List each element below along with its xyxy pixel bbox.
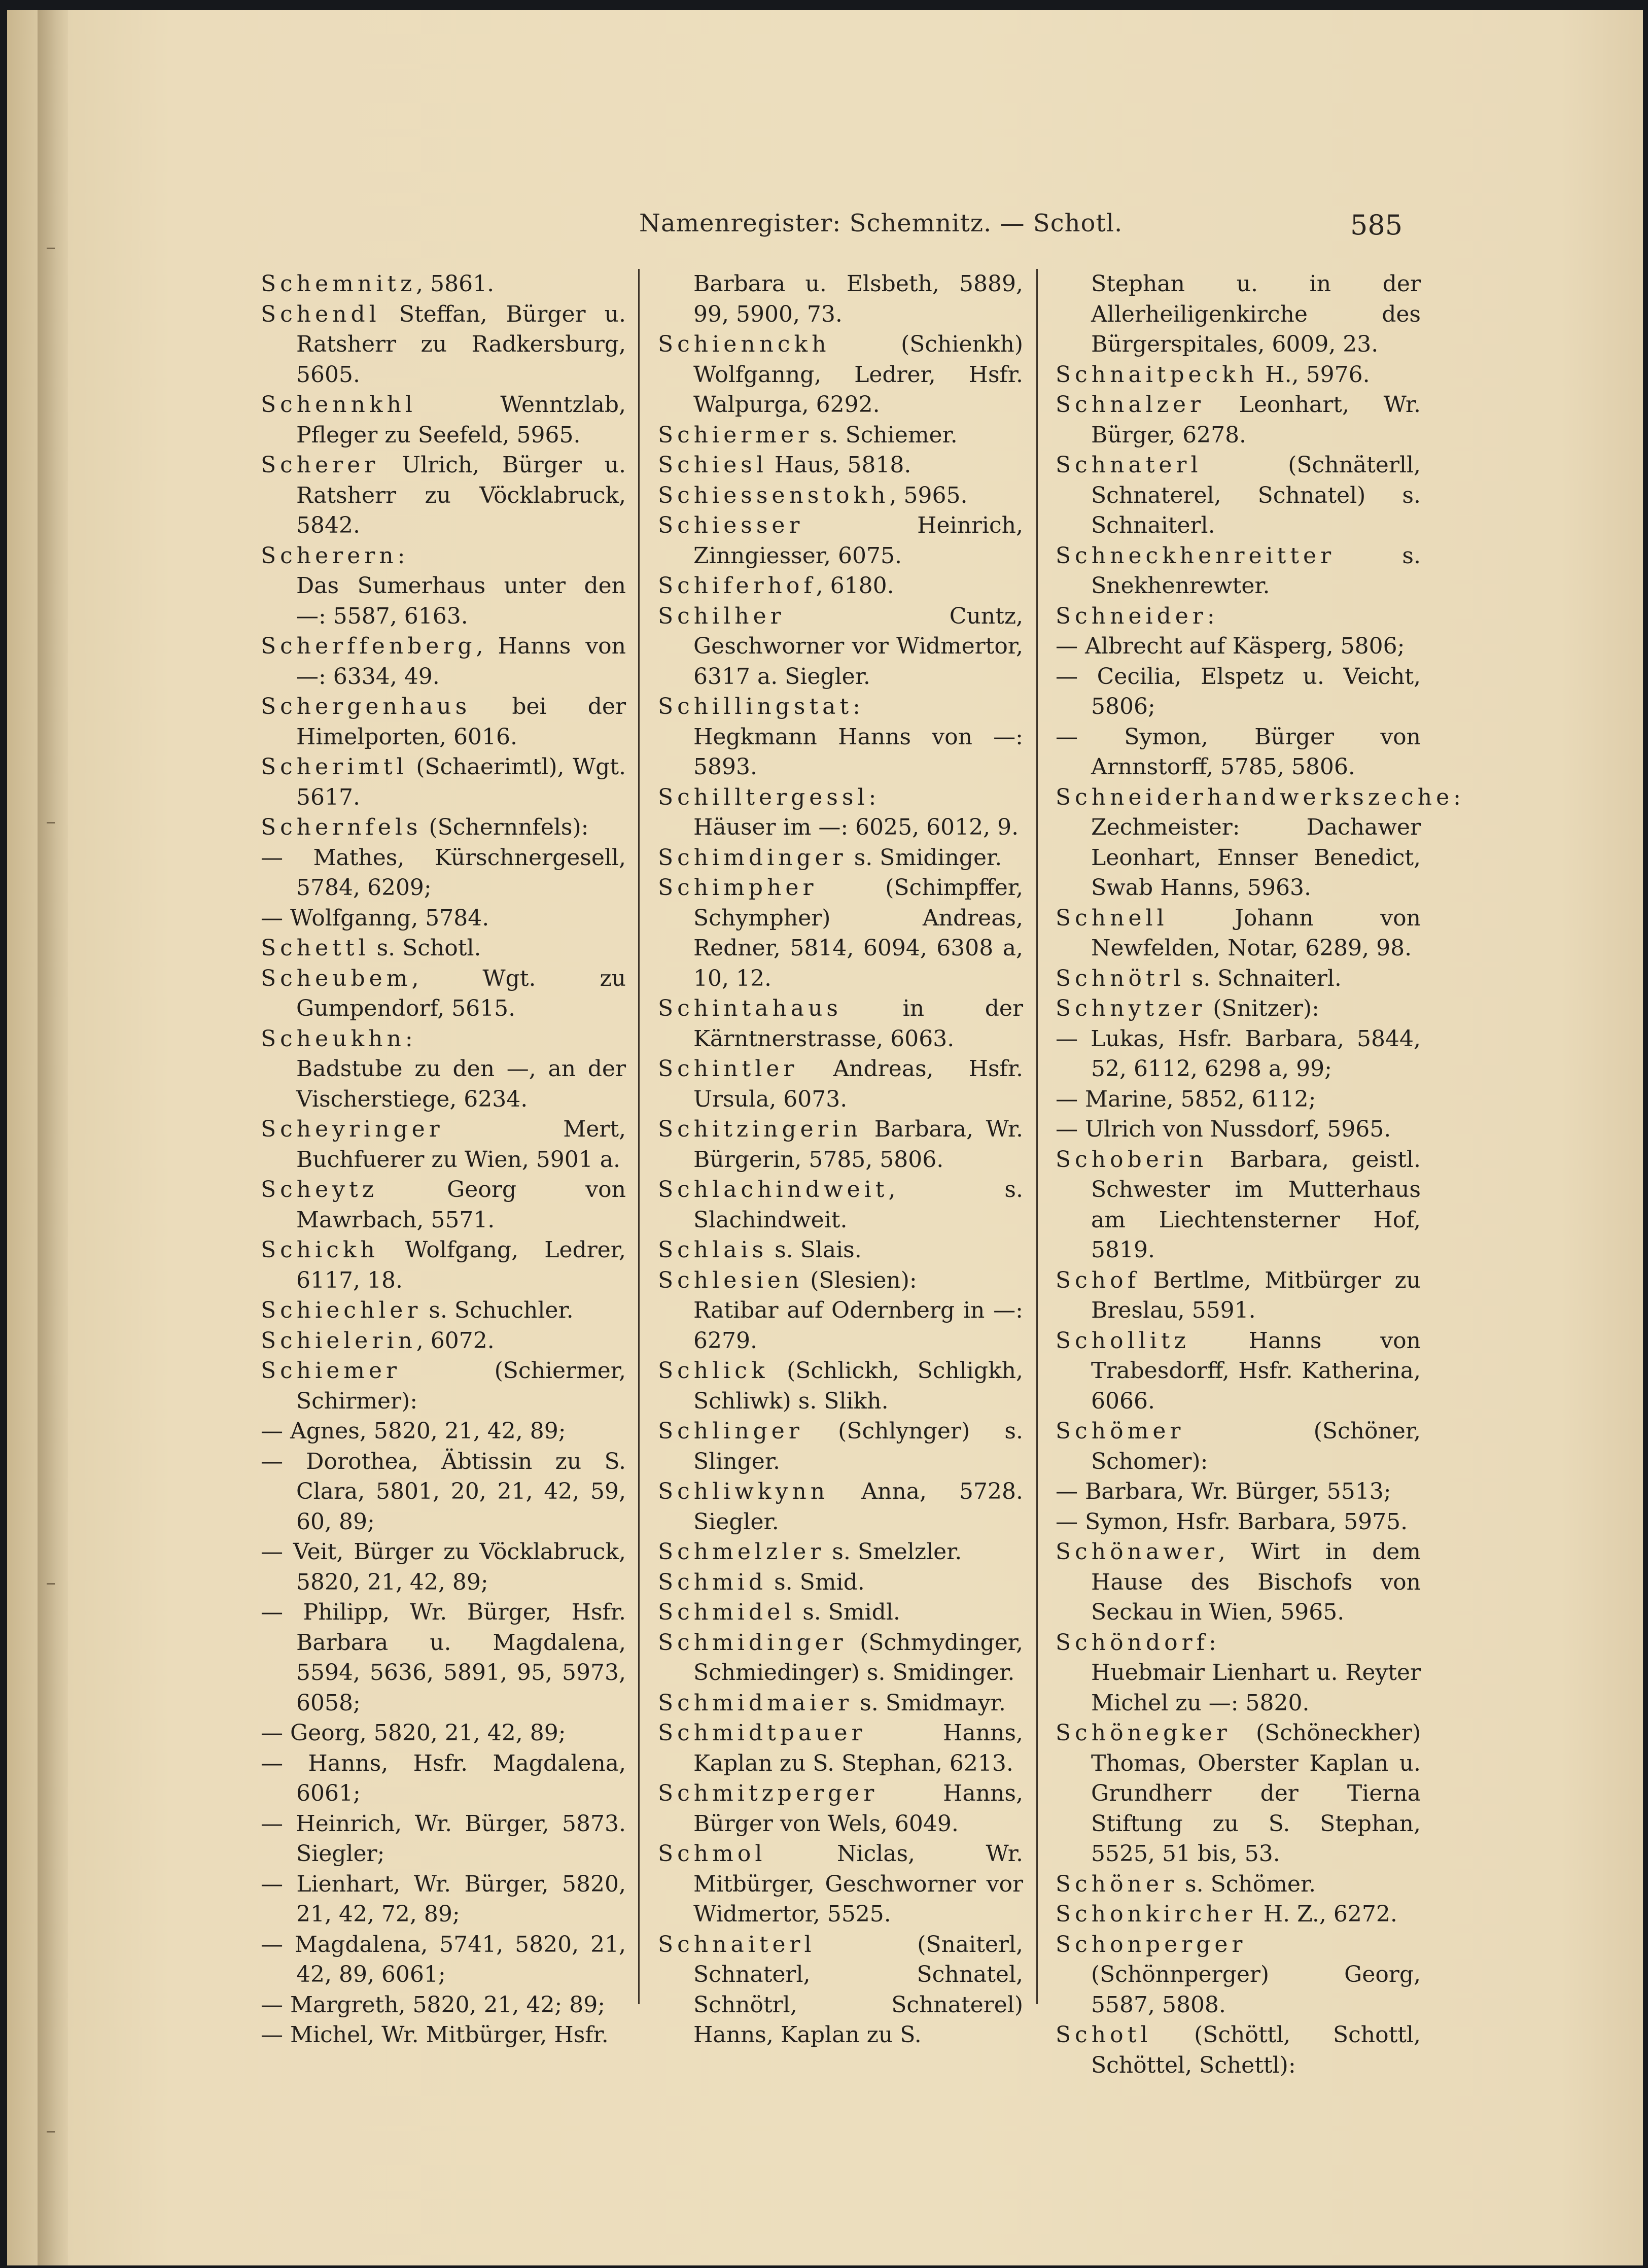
entry-text: s. Snekhenrewter. — [1091, 542, 1421, 599]
entry-text: : — [853, 694, 860, 719]
entry-keyword: Schonkircher — [1056, 1901, 1256, 1927]
entry-keyword: Schilher — [658, 603, 785, 629]
column-rule — [1036, 269, 1038, 2004]
index-entry — [658, 1054, 1023, 1114]
sub-entry: — Heinrich, Wr. Bürger, 5873. Siegler; — [261, 1810, 626, 1867]
entry-keyword: Schmitzperger — [658, 1780, 879, 1806]
entry-text: : — [405, 1025, 413, 1052]
entry-text: Barbara, geistl. Schwester im Mutterhaus am Liechtensterner Hof, 5819. — [1091, 1146, 1421, 1263]
index-entry — [658, 1628, 1023, 1688]
index-entry — [261, 1024, 626, 1054]
entry-keyword: Schneiderhandwerkszeche — [1056, 784, 1454, 810]
index-entry — [261, 752, 626, 812]
entry-keyword: Schimdinger — [658, 844, 847, 871]
index-entry — [658, 1235, 1023, 1265]
sub-entry: — Marine, 5852, 6112; — [1056, 1086, 1316, 1112]
entry-text: (Schaerimtl), Wgt. 5617. — [296, 754, 626, 810]
sub-entry: — Georg, 5820, 21, 42, 89; — [261, 1720, 566, 1746]
entry-text: s. Schuchler. — [422, 1297, 574, 1323]
entry-keyword: Schollitz — [1056, 1327, 1190, 1354]
entry-keyword: Scheytz — [261, 1177, 378, 1202]
sub-entry: — Veit, Bürger zu Vöcklabruck, 5820, 21, 42, 89; — [261, 1539, 626, 1595]
sub-entry: — Wolfganng, 5784. — [261, 905, 489, 931]
index-entry — [1056, 782, 1461, 813]
entry-text: Andreas, Hsfr. Ursula, 6073. — [693, 1056, 1023, 1112]
entry-text: Bertlme, Mitbürger zu Breslau, 5591. — [1091, 1267, 1421, 1323]
sub-entry: Zechmeister: Dachawer Leonhart, Ennser Benedict, Swab Hanns, 5963. — [1091, 814, 1421, 901]
index-entry — [658, 1930, 1023, 2050]
entry-text: H., 5976. — [1258, 361, 1370, 388]
entry-keyword: Schiesser — [658, 512, 804, 538]
index-entry — [658, 601, 1023, 692]
index-entry — [1056, 964, 1421, 994]
index-entry — [658, 1567, 1023, 1598]
page-number: 585 — [1350, 209, 1403, 241]
entry-keyword: Scherer — [261, 452, 379, 478]
index-entry — [658, 1688, 1023, 1719]
index-column-3 — [1056, 269, 1461, 2080]
entry-keyword: Schnytzer — [1056, 995, 1206, 1021]
entry-text: : — [868, 784, 876, 810]
entry-keyword: Schiennckh — [658, 331, 830, 357]
entry-keyword: Schnaiterl — [658, 1931, 816, 1957]
entry-keyword: Schmidinger — [658, 1629, 847, 1656]
entry-keyword: Schiermer — [658, 422, 813, 448]
column-rule — [638, 269, 640, 2004]
entry-keyword: Schiferhof — [658, 573, 816, 599]
index-entry — [1056, 1718, 1421, 1869]
sub-entry: — Margreth, 5820, 21, 42; 89; — [261, 1991, 606, 2018]
entry-keyword: Scherern — [261, 542, 398, 569]
sub-entry: Das Sumerhaus unter den —: 5587, 6163. — [296, 573, 626, 629]
index-entry — [261, 299, 626, 390]
entry-text: s. Schotl. — [369, 935, 481, 961]
entry-keyword: Schiessenstokh — [658, 482, 890, 508]
entry-keyword: Schlesien — [658, 1267, 803, 1293]
entry-text: (Schöneckher) Thomas, Oberster Kaplan u. Grundherr der Tierna Stiftung zu S. Stephan, 5525, 51 bis, 53. — [1091, 1720, 1421, 1867]
sub-entry: Hegkmann Hanns von —: 5893. — [693, 724, 1023, 780]
entry-text: in der Kärntnerstrasse, 6063. — [693, 995, 1023, 1052]
entry-text: s. Smelzler. — [825, 1539, 962, 1565]
entry-text: , 5861. — [416, 271, 495, 297]
sub-entry: — Agnes, 5820, 21, 42, 89; — [261, 1418, 566, 1444]
entry-keyword: Schiesl — [658, 452, 767, 478]
index-entry — [1056, 1326, 1421, 1417]
entry-keyword: Schettl — [261, 935, 370, 961]
entry-text: (Schiermer, Schirmer): — [296, 1358, 626, 1414]
index-entry — [261, 933, 626, 964]
index-entry — [658, 1416, 1023, 1476]
entry-text: Johann von Newfelden, Notar, 6289, 98. — [1091, 905, 1421, 961]
sub-entry: Ratibar auf Odernberg in —: 6279. — [693, 1297, 1023, 1354]
index-entry — [1056, 903, 1421, 964]
entry-text: , Hanns von —: 6334, 49. — [296, 633, 626, 690]
index-entry — [261, 1295, 626, 1326]
entry-text: Hanns, Kaplan zu S. Stephan, 6213. — [693, 1720, 1023, 1776]
running-head: Namenregister: Schemnitz. — Schotl. — [639, 209, 1123, 237]
entry-keyword: Schliwkynn — [658, 1479, 829, 1504]
sub-entry: — Magdalena, 5741, 5820, 21, 42, 89, 6061; — [261, 1931, 626, 1987]
index-entry — [658, 571, 1023, 601]
sub-entry: — Barbara, Wr. Bürger, 5513; — [1056, 1479, 1391, 1504]
entry-keyword: Schintler — [658, 1056, 798, 1082]
entry-text: (Schlickh, Schligkh, Schliwk) s. Slikh. — [693, 1358, 1023, 1414]
entry-text: Leonhart, Wr. Bürger, 6278. — [1091, 392, 1421, 448]
entry-text: (Schienkh) Wolfganng, Ledrer, Hsfr. Walpurga, 6292. — [693, 331, 1023, 418]
sub-entry: — Dorothea, Äbtissin zu S. Clara, 5801, 20, 21, 42, 59, 60, 89; — [261, 1448, 626, 1535]
index-entry — [658, 1265, 1023, 1296]
index-entry — [1056, 1899, 1421, 1930]
entry-keyword: Schernfels — [261, 814, 422, 840]
sub-entry: — Lienhart, Wr. Bürger, 5820, 21, 42, 72, 89; — [261, 1871, 626, 1927]
entry-keyword: Schergenhaus — [261, 694, 471, 719]
index-entry — [658, 510, 1023, 571]
index-column-2 — [658, 269, 1023, 2050]
index-entry — [658, 329, 1023, 420]
index-entry — [658, 1114, 1023, 1175]
index-entry — [658, 1778, 1023, 1839]
index-entry — [261, 631, 626, 692]
index-entry — [1056, 1416, 1421, 1476]
entry-text: (Schöttl, Schottl, Schöttel, Schettl): — [1091, 2022, 1421, 2078]
index-entry — [658, 692, 1023, 722]
binding-mark — [47, 2131, 55, 2133]
entry-text: , Wgt. zu Gumpendorf, 5615. — [296, 965, 626, 1021]
binding-mark — [47, 248, 55, 249]
entry-keyword: Schiemer — [261, 1358, 401, 1384]
index-entry — [1056, 1869, 1421, 1900]
book-page — [7, 10, 1643, 2265]
entry-text: s. Schiemer. — [813, 422, 958, 448]
entry-text: : — [397, 542, 405, 569]
entry-keyword: Schlinger — [658, 1418, 803, 1444]
sub-entry: — Hanns, Hsfr. Magdalena, 6061; — [261, 1750, 626, 1806]
index-entry — [261, 1356, 626, 1416]
binding-mark — [47, 1583, 55, 1585]
index-entry — [261, 1235, 626, 1295]
index-entry — [261, 1175, 626, 1235]
index-entry — [261, 541, 626, 571]
entry-text: : — [1453, 784, 1461, 810]
sub-entry: Badstube zu den —, an der Vischerstiege, 6234. — [296, 1056, 626, 1112]
entry-text: , 6180. — [816, 573, 894, 599]
entry-keyword: Scherimtl — [261, 754, 408, 780]
entry-keyword: Scheyringer — [261, 1116, 444, 1142]
entry-text: s. Slais. — [767, 1237, 862, 1263]
index-column-1 — [261, 269, 626, 2050]
index-entry — [658, 843, 1023, 873]
entry-text: s. Schömer. — [1178, 1871, 1316, 1897]
sub-entry: — Mathes, Kürschnergesell, 5784, 6209; — [261, 844, 626, 901]
entry-keyword: Schendl — [261, 301, 380, 327]
entry-text: (Schimpffer, Schympher) Andreas, Redner, 5814, 6094, 6308 a, 10, 12. — [693, 875, 1023, 991]
index-entry — [658, 993, 1023, 1054]
entry-keyword: Schmidel — [658, 1599, 796, 1625]
index-entry — [658, 1476, 1023, 1537]
entry-text: Barbara, Wr. Bürgerin, 5785, 5806. — [693, 1116, 1023, 1173]
entry-keyword: Schnell — [1056, 905, 1168, 931]
entry-text: s. Smidmayr. — [853, 1690, 1006, 1716]
entry-keyword: Schmol — [658, 1841, 766, 1867]
index-entry — [1056, 1628, 1421, 1658]
entry-text: Wenntzlab, Pfleger zu Seefeld, 5965. — [296, 392, 626, 448]
entry-keyword: Schemnitz — [261, 271, 416, 297]
page-fold-shadow — [38, 10, 68, 2265]
binding-mark — [47, 822, 55, 823]
entry-text: , 6072. — [416, 1327, 495, 1354]
entry-text: (Schernnfels): — [422, 814, 589, 840]
entry-keyword: Schlachindweit — [658, 1177, 889, 1202]
entry-keyword: Schotl — [1056, 2022, 1152, 2048]
entry-keyword: Schnötrl — [1056, 965, 1185, 991]
continued-entry: Barbara u. Elsbeth, 5889, 99, 5900, 73. — [693, 271, 1023, 327]
index-entry — [261, 1114, 626, 1175]
sub-entry: — Michel, Wr. Mitbürger, Hsfr. — [261, 2022, 609, 2048]
entry-keyword: Schmidmaier — [658, 1690, 853, 1716]
entry-text: (Slesien): — [803, 1267, 917, 1293]
entry-keyword: Schitzingerin — [658, 1116, 862, 1142]
entry-keyword: Schillingstat — [658, 694, 853, 719]
entry-keyword: Schickh — [261, 1237, 379, 1263]
continued-entry: Stephan u. in der Allerheiligenkirche des Bürgerspitales, 6009, 23. — [1091, 271, 1421, 357]
entry-keyword: Schnaitpeckh — [1056, 361, 1258, 388]
sub-entry: — Lukas, Hsfr. Barbara, 5844, 52, 6112, 6298 a, 99; — [1056, 1025, 1421, 1082]
entry-keyword: Schlais — [658, 1237, 768, 1263]
entry-text: Wolfgang, Ledrer, 6117, 18. — [296, 1237, 626, 1293]
sub-entry: — Philipp, Wr. Bürger, Hsfr. Barbara u. Magdalena, 5594, 5636, 5891, 95, 5973, 6058; — [261, 1599, 626, 1716]
sub-entry: — Cecilia, Elspetz u. Veicht, 5806; — [1056, 663, 1421, 719]
entry-keyword: Schöner — [1056, 1871, 1178, 1897]
entry-text: (Schönnperger) Georg, 5587, 5808. — [1091, 1962, 1421, 2018]
entry-keyword: Schneider — [1056, 603, 1207, 629]
entry-keyword: Schönawer — [1056, 1539, 1218, 1565]
entry-keyword: Schintahaus — [658, 995, 842, 1021]
index-entry — [658, 1839, 1023, 1930]
entry-keyword: Schennkhl — [261, 392, 416, 418]
sub-entry: — Symon, Bürger von Arnnstorff, 5785, 5806. — [1056, 724, 1421, 780]
entry-text: Mert, Buchfuerer zu Wien, 5901 a. — [296, 1116, 626, 1173]
index-entry — [658, 782, 1023, 813]
index-entry — [1056, 360, 1421, 390]
entry-text: : — [1207, 603, 1215, 629]
sub-entry: — Albrecht auf Käsperg, 5806; — [1056, 633, 1405, 659]
sub-entry: — Ulrich von Nussdorf, 5965. — [1056, 1116, 1391, 1142]
entry-text: Hanns von Trabesdorff, Hsfr. Katherina, 6066. — [1091, 1327, 1421, 1414]
entry-text: , Wirt in dem Hause des Bischofs von Seckau in Wien, 5965. — [1091, 1539, 1421, 1625]
entry-text: Haus, 5818. — [767, 452, 911, 478]
index-entry — [261, 692, 626, 752]
entry-keyword: Schoberin — [1056, 1146, 1208, 1173]
index-entry — [1056, 1265, 1421, 1326]
index-entry — [658, 480, 1023, 511]
entry-text: (Snitzer): — [1206, 995, 1319, 1021]
entry-text: (Schnäterll, Schnaterel, Schnatel) s. Schnaiterl. — [1091, 452, 1421, 538]
sub-entry: Huebmair Lienhart u. Reyter Michel zu —: 5820. — [1091, 1660, 1421, 1716]
entry-text: Anna, 5728. Siegler. — [693, 1479, 1023, 1535]
entry-keyword: Schnaterl — [1056, 452, 1202, 478]
index-entry — [658, 873, 1023, 993]
index-entry — [1056, 450, 1421, 541]
entry-text: Heinrich, Zinngiesser, 6075. — [693, 512, 1023, 569]
entry-keyword: Scheukhn — [261, 1025, 405, 1052]
sub-entry: — Symon, Hsfr. Barbara, 5975. — [1056, 1508, 1408, 1535]
entry-text: , s. Slachindweit. — [693, 1177, 1023, 1233]
entry-text: Hanns, Bürger von Wels, 6049. — [693, 1780, 1023, 1837]
sub-entry: Häuser im —: 6025, 6012, 9. — [693, 814, 1019, 840]
index-entry — [261, 450, 626, 541]
index-entry — [658, 1356, 1023, 1416]
index-entry — [658, 420, 1023, 451]
index-entry — [261, 269, 626, 299]
entry-keyword: Schöndorf — [1056, 1629, 1209, 1656]
index-entry — [658, 1537, 1023, 1567]
entry-text: (Schlynger) s. Slinger. — [693, 1418, 1023, 1474]
entry-keyword: Scherffenberg — [261, 633, 476, 659]
entry-text: s. Schnaiterl. — [1184, 965, 1342, 991]
entry-keyword: Schiechler — [261, 1297, 422, 1323]
entry-text: (Snaiterl, Schnaterl, Schnatel, Schnötrl, Schnaterel) Hanns, Kaplan zu S. — [693, 1931, 1023, 2048]
entry-keyword: Schof — [1056, 1267, 1140, 1293]
entry-text: s. Smidinger. — [847, 844, 1002, 871]
index-entry — [1056, 541, 1421, 601]
entry-text: H. Z., 6272. — [1256, 1901, 1397, 1927]
entry-text: : — [1208, 1629, 1216, 1656]
index-entry — [1056, 1145, 1421, 1265]
entry-keyword: Schmelzler — [658, 1539, 825, 1565]
entry-keyword: Schneckhenreitter — [1056, 542, 1336, 569]
entry-text: bei der Himelporten, 6016. — [296, 694, 626, 750]
entry-text: Niclas, Wr. Mitbürger, Geschworner vor Widmertor, 5525. — [693, 1841, 1023, 1927]
entry-text: Georg von Mawrbach, 5571. — [296, 1177, 626, 1233]
entry-keyword: Schimpher — [658, 875, 818, 901]
index-entry — [1056, 1537, 1421, 1628]
entry-keyword: Schielerin — [261, 1327, 416, 1354]
index-entry — [658, 1597, 1023, 1628]
entry-keyword: Schmidtpauer — [658, 1720, 866, 1746]
entry-keyword: Schilltergessl — [658, 784, 869, 810]
entry-text: (Schmydinger, Schmiedinger) s. Smidinger. — [693, 1629, 1023, 1686]
entry-keyword: Schmid — [658, 1569, 767, 1595]
index-entry — [1056, 1930, 1421, 2020]
entry-text: s. Smidl. — [795, 1599, 900, 1625]
entry-text: s. Smid. — [767, 1569, 865, 1595]
entry-keyword: Schömer — [1056, 1418, 1185, 1444]
entry-text: Ulrich, Bürger u. Ratsherr zu Vöcklabruck, 5842. — [296, 452, 626, 538]
index-entry — [658, 450, 1023, 480]
entry-keyword: Schonperger — [1056, 1931, 1247, 1957]
index-entry — [658, 1718, 1023, 1778]
entry-keyword: Schnalzer — [1056, 392, 1205, 418]
index-entry — [261, 390, 626, 450]
entry-text: (Schöner, Schomer): — [1091, 1418, 1421, 1474]
index-entry — [261, 812, 626, 843]
index-entry — [1056, 601, 1421, 632]
entry-text: Steffan, Bürger u. Ratsherr zu Radkersburg, 5605. — [296, 301, 626, 388]
entry-keyword: Schönegker — [1056, 1720, 1231, 1746]
index-entry — [261, 964, 626, 1024]
entry-text: , 5965. — [889, 482, 968, 508]
index-entry — [1056, 2020, 1421, 2080]
index-entry — [1056, 390, 1421, 450]
entry-keyword: Scheubem — [261, 965, 412, 991]
index-entry — [261, 1326, 626, 1356]
index-entry — [658, 1175, 1023, 1235]
entry-text: Cuntz, Geschworner vor Widmertor, 6317 a. Siegler. — [693, 603, 1023, 690]
entry-keyword: Schlick — [658, 1358, 769, 1384]
index-entry — [1056, 993, 1421, 1024]
